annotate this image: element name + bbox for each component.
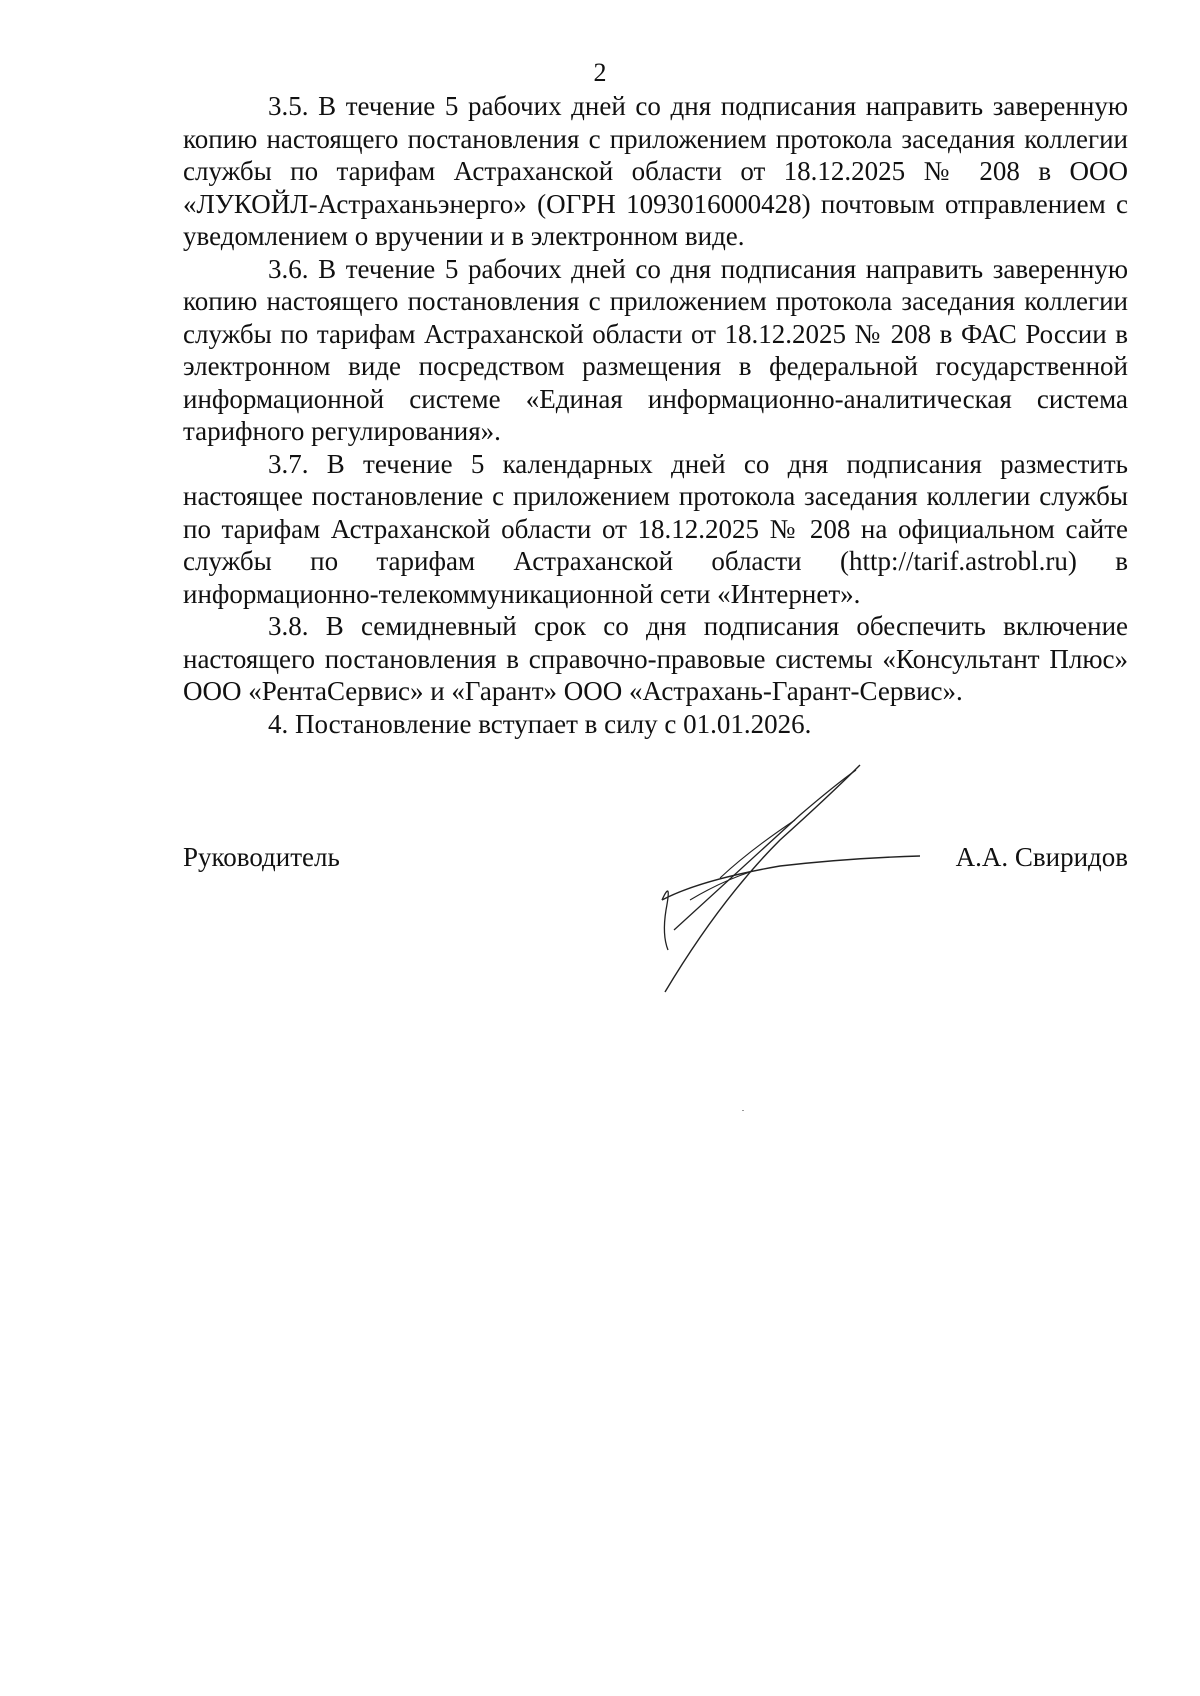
signer-name: А.А. Свиридов	[955, 842, 1128, 872]
paragraph-3-7: 3.7. В течение 5 календарных дней со дня подписания разместить настоящее постановление с приложением протокола заседания коллегии службы по тарифам Астраханской области от 18.12.2025 № 208 на официальном сайте службы по тарифам Астраханской области (http://tarif.astrobl.ru) в информационно-телекоммуникационной сети «Интернет».	[183, 448, 1128, 609]
scan-speck	[742, 1110, 744, 1111]
signer-position: Руководитель	[183, 842, 340, 872]
paragraph-3-8: 3.8. В семидневный срок со дня подписания обеспечить включение настоящего постановления в справочно-правовые системы «Консультант Плюс» ООО «РентаСервис» и «Гарант» ООО «Астрахань-Гарант-Сервис».	[183, 611, 1128, 706]
paragraph-4: 4. Постановление вступает в силу с 01.01.2026.	[268, 708, 812, 739]
handwritten-signature	[660, 760, 960, 1000]
document-body	[183, 90, 1128, 740]
signature-block	[183, 842, 1128, 882]
paragraph-3-6: 3.6. В течение 5 рабочих дней со дня подписания направить заверенную копию настоящего постановления с приложением протокола заседания коллегии службы по тарифам Астраханской области от 18.12.2025 № 208 в ФАС России в электронном виде посредством размещения в федеральной государственной информационной системе «Единая информационно-аналитическая система тарифного регулирования».	[183, 253, 1128, 446]
paragraph-3-5: 3.5. В течение 5 рабочих дней со дня подписания направить заверенную копию настоящего постановления с приложением протокола заседания коллегии службы по тарифам Астраханской области от 18.12.2025 № 208 в ООО «ЛУКОЙЛ-Астраханьэнерго» (ОГРН 1093016000428) почтовым отправлением с уведомлением о вручении и в электронном виде.	[183, 91, 1128, 251]
page-number: 2	[593, 58, 607, 87]
